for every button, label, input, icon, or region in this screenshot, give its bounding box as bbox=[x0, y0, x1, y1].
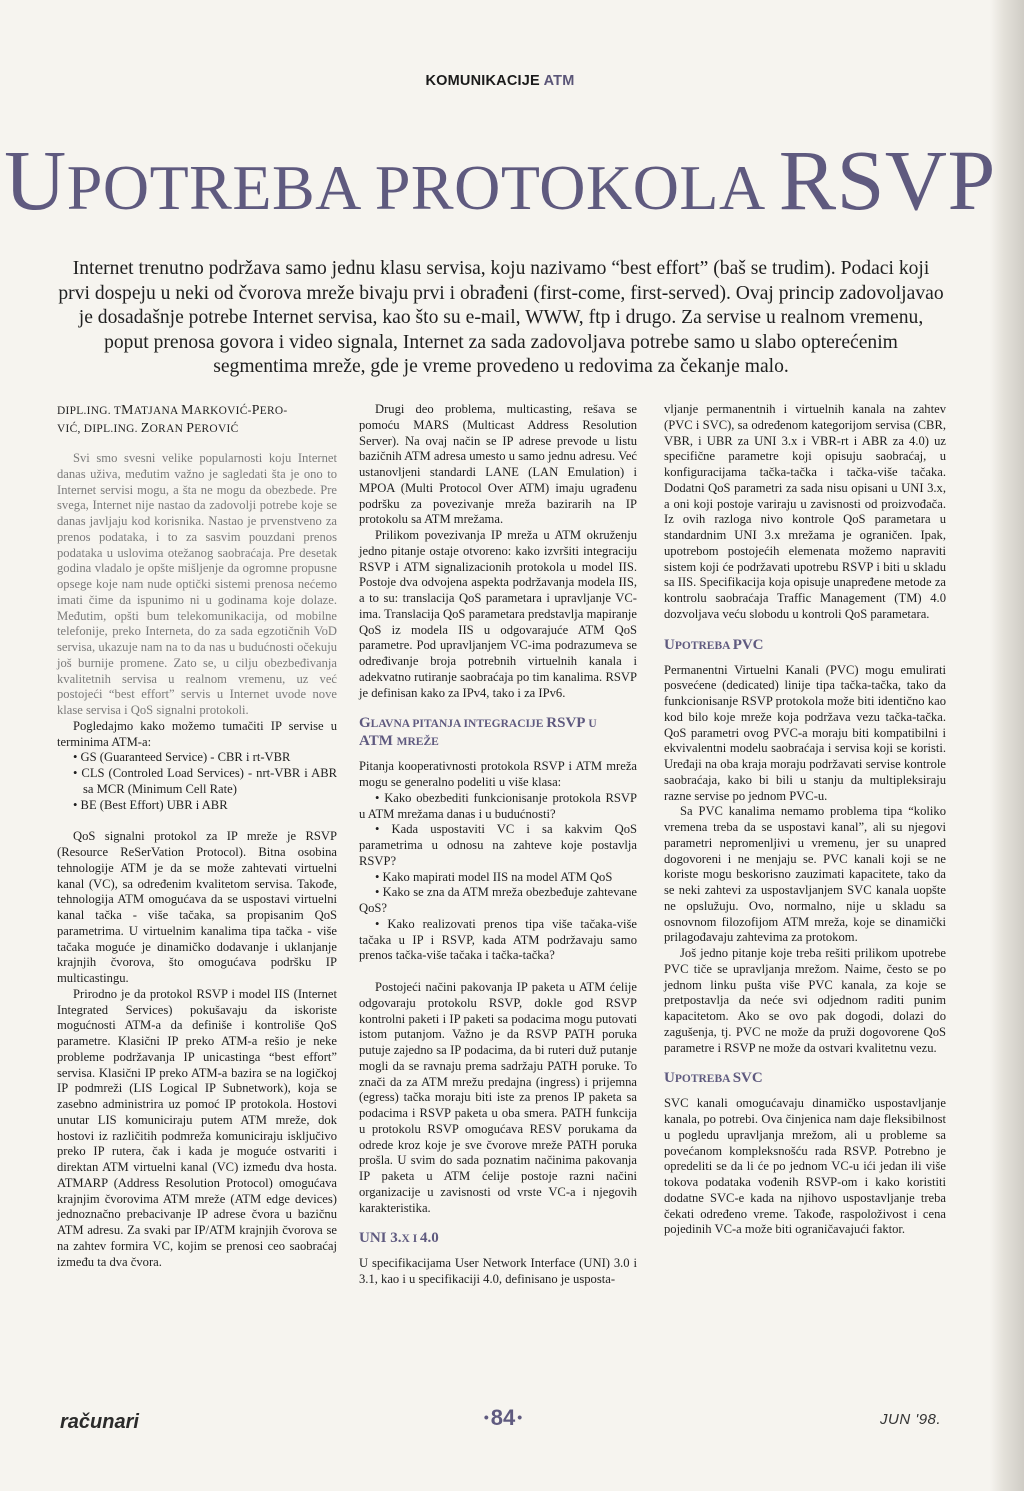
article-title bbox=[0, 132, 1000, 230]
list-item: • GS (Guaranteed Service) - CBR i rt-VBR bbox=[73, 750, 291, 765]
paragraph: vljanje permanentnih i virtuelnih kanala na zahtev (PVC i SVC), sa određenom kategorijom servisa (CBR, VBR, i UBR za UNI 3.x i VBR-rt i ABR za 4.0) uz specifične parametre koji opisuju saobraćaj, u konfiguracijama tačka-tačka i tačka-više tačaka. Dodatni QoS parametri za sada nisu opisani u UNI 3.x, a oni koji postoje variraju u zavisnosti od proizvođača. Iz ovih razloga nivo kontrole QoS parametara u standardnim UNI 3.x mrežama je ograničen. Ipak, upotrebom postojećih elemenata možemo napraviti sistem koji će podržavati upotrebu RSVP i biti u skladu sa IIS. Specifikacija koja opisuje unapređene metode za kontrolu saobraćaja Traffic Management (TM) 4.0 dozvoljava veću slobodu u kontroli QoS parametara. bbox=[664, 402, 946, 621]
subheading-main-questions: GLAVNA PITANJA INTEGRACIJE RSVP U ATM MREŽE bbox=[359, 715, 597, 750]
paragraph: Pogledajmo kako možemo tumačiti IP servise u terminima ATM-a: bbox=[57, 718, 337, 749]
title-acronym: RSVP bbox=[778, 132, 996, 228]
text-column-2 bbox=[359, 402, 637, 1288]
subheading-svc: UPOTREBA SVC bbox=[664, 1070, 763, 1087]
paragraph: Permanentni Virtuelni Kanali (PVC) mogu emulirati posvećene (dedicated) linije tipa tačka-tačka, tako da funkcionisanje RSVP protokola može biti identično kao kod bilo koje mreže koja podržava vezu tačka-tačka. QoS parametri ovog PVC-a moraju biti kompatibilni i ekvivalentni modelu saobraćaja i servisa koji se koristi. Uređaji na oba kraja moraju podržavati servise kontrole saobraćaja, kako bi bili u stanju da multipleksiraju razne servise po jednom PVC-u. bbox=[664, 662, 946, 803]
list-item: • Kako mapirati model IIS na model ATM QoS bbox=[375, 869, 613, 884]
paragraph: Svi smo svesni velike popularnosti koju Internet danas uživa, međutim važno je sagledati šta je ono to Internet servisi mogu, a šta ne mogu da obezbede. Pre svega, Internet nije nastao da zadovolji potrebe koje se danas javljaju kod korisnika. Nastao je prvenstveno za prenos podataka, i to za sasvim pouzdani prenos podataka u uslovima otežanog saobraćaja. Pre desetak godina vladalo je opšte mišljenje da ogromne propusne opsege koje nam nude optički sistemi prenosa nećemo imati čime da ispunimo ni u godinama koje dolaze. Međutim, opšti bum telekomunikacija, od mobilne telefonije, preko Interneta, do za sada egzotičnih VoD servisa, ukazuje nam na to da nas u budućnosti očekuju još burnije promene. Zato se, u cilju obezbeđivanja kvalitetnih servisa u realnom vremenu, uz već postojeći “best effort” servis u Internet uvode nove klase servisa i QoS signalni protokoli. bbox=[57, 451, 337, 717]
paragraph: Još jedno pitanje koje treba rešiti prilikom upotrebe PVC tiče se upravljanja mrežom. Naime, često se po jednom linku pušta više PVC kanala, za koje se pretpostavlja da neće svi odjednom raditi punim kapacitetom. Ako se ovo pak dogodi, dolazi do zagušenja, tj. PVC ne može da pruži dogovorene QoS parametre i RSVP ne može da ostvari kvalitetnu vezu. bbox=[664, 946, 946, 1055]
list-item: • Kako obezbediti funkcionisanje protokola RSVP u ATM mrežama danas i u budućnosti? bbox=[359, 790, 637, 821]
list-item: • CLS (Controled Load Services) - nrt-VBR i ABR sa MCR (Minimum Cell Rate) bbox=[73, 766, 337, 796]
magazine-logo: računari bbox=[60, 1411, 139, 1433]
paragraph: QoS signalni protokol za IP mreže je RSVP (Resource ReSerVation Protocol). Bitna osobina tehnologije ATM je da se može zahtevati virtuelni kanal (VC), sa određenim kvalitetom servisa. Takođe, tehnologija ATM omogućava da se uspostavi virtuelni kanal tačka - više tačaka, sa propisanim QoS parametrima. U virtuelnim kanalima tipa tačka - više tačaka moguće je dinamičko dodavanje i uklanjanje krajnjih čvorova, što omogućava podršku IP multicastingu. bbox=[57, 829, 337, 985]
paragraph: Drugi deo problema, multicasting, rešava se pomoću MARS (Multicast Address Resolution Server). Na ovaj način se IP adrese prevode u listu bazičnih ATM adresa umesto u samo jednu adresu. Već ustanovljeni standardi LANE (LAN Emulation) i MPOA (Multi Protocol Over ATM) imaju ugrađenu podršku za povezivanje mreža bazirarih na IP protokolu sa ATM mrežama. bbox=[359, 402, 637, 527]
title-initial: U bbox=[4, 132, 67, 228]
list-item: • Kako se zna da ATM mreža obezbeđuje zahtevane QoS? bbox=[359, 885, 637, 915]
list-item: • Kada uspostaviti VC i sa kakvim QoS parametrima u odnosu na zahteve koje postavlja RSVP? bbox=[359, 822, 637, 868]
issue-date: JUN '98. bbox=[880, 1411, 942, 1428]
paragraph: SVC kanali omogućavaju dinamičko uspostavljanje kanala, po potrebi. Ova činjenica nam daje fleksibilnost u pogledu upravljanja mrežom, ali u probleme sa povećanom kompleksnošću rada RSVP. Potrebno je opredeliti se da li će po jednom VC-u ići jedan ili više tokova podataka vođenih RSVP-om i kako koristiti dodatne SVC-e kada na njihovo uspostavljanje treba čekati određeno vreme. Takođe, raspoloživost i cena pojedinih VC-a može biti ograničavajući faktor. bbox=[664, 1096, 946, 1237]
subheading-uni: UNI 3.X I 4.0 bbox=[359, 1230, 439, 1247]
paragraph: Prilikom povezivanja IP mreža u ATM okruženju jedno pitanje ostaje otvoreno: kako izvršiti integraciju RSVP i ATM signalizacionih protokola u model IIS. Postoje dva odvojena aspekta podržavanja modela IIS, a to su: translacija QoS parametara i upravljanje VC-ima. Translacija QoS parametara predstavlja mapiranje QoS iz modela IIS u odgovarajuće ATM QoS parametre. Pod upravljanjem VC-ima podrazumeva se određivanje broja potrebnih virtuelnih kanala i adekvatno rutiranje saobraćaja po tim kanalima. RSVP je definisan kako za IPv4, tako i za IPv6. bbox=[359, 528, 637, 700]
paragraph: Sa PVC kanalima nemamo problema tipa “koliko vremena treba da se uspostavi kanal”, ali su njegovi parametri nepromenljivi u vremenu, jer su unapred dogovoreni i ne menjaju se. PVC kanali koji se ne koriste mogu beskorisno zauzimati kapacitete, tako da se neki zahtevi za uspostavljanjem SVC kanala uopšte ne opslužuju. Ovo, normalno, nije u skladu sa osnovnom filozofijom ATM mreža, koje se dinamički prilagođavaju zahtevima za protokom. bbox=[664, 804, 946, 945]
title-rest: POTREBA PROTOKOLA bbox=[66, 152, 779, 223]
section-header-main: KOMUNIKACIJE bbox=[425, 73, 540, 89]
article-lead: Internet trenutno podržava samo jednu klasu servisa, koju nazivamo “best effort” (baš se trudim). Podaci koji prvi dospeju u neki od čvorova mreže bivaju prvi i obrađeni (first-come, first-served). Ovaj princip zadovoljavao je dosadašnje potrebe Internet servisa, kao što su e-mail, WWW, ftp i drugo. Za servise u realnom vremenu, poput prenosa govora i video signala, Internet za sada zadovoljava potrebe samo u slabo opterećenim segmentima mreže, gde je vreme provedeno u redovima za čekanje malo. bbox=[58, 258, 944, 378]
section-header-accent: ATM bbox=[543, 73, 575, 89]
subheading-pvc: UPOTREBA PVC bbox=[664, 636, 764, 653]
paragraph: Prirodno je da protokol RSVP i model IIS (Internet Integrated Services) pokušavaju da iskoriste mogućnosti ATM-a da definiše i kontroliše QoS parametre. Klasični IP preko ATM-a rešio je neke probleme podržavanja IP unicastinga “best effort” servisa. Klasični IP preko ATM-a bazira se na logičkoj IP podmreži (LIS Logical IP Subnetwork), koja se zasebno administrira uz pomoć IP protokola. Hostovi unutar LIS komuniciraju putem ATM mreže, dok hostovi iz različitih podmreža komuniciraju isključivo preko IP rutera, čak i kada je moguće ostvariti i direktan ATM virtuelni kanal (VC) između dva hosta. ATMARP (Address Resolution Protocol) omogućava krajnjim čvorovima ATM mreže (ATM edge devices) jednoznačno prebacivanje IP adrese čvora u bazičnu ATM adresu. Za svaki par IP/ATM krajnjih čvorova se na zahtev formira VC, kojim se prenosi ceo saobraćaj između ta dva čvora. bbox=[57, 986, 337, 1269]
list-item: • Kako realizovati prenos tipa više tačaka-više tačaka u IP i RSVP, kada ATM podržavaju samo prenos tačka-više tačaka i tačka-tačka? bbox=[359, 916, 637, 963]
author-byline: DIPL.ING. TMATJANA MARKOVIĆ-PERO- VIĆ, DIPL.ING. ZORAN PEROVIĆ bbox=[57, 402, 288, 435]
text-column-3 bbox=[664, 402, 946, 1238]
paragraph: Pitanja kooperativnosti protokola RSVP i ATM mreža mogu se generalno podeliti u više klasa: bbox=[359, 759, 637, 789]
section-header bbox=[0, 73, 1000, 89]
text-column-1 bbox=[57, 402, 337, 1270]
paragraph: Postojeći načini pakovanja IP paketa u ATM ćelije odgovaraju protokolu RSVP, dokle god RSVP kontrolni paketi i IP paketi sa podacima mogu putovati istom putanjom. Važno je da RSVP PATH poruka putuje zajedno sa IP podacima, da bi ruteri duž putanje mogli da se ravnaju prema sadržaju PATH poruke. To znači da za ATM mrežu predajna (ingress) i prijemna (egress) tačka moraju biti iste za prenos IP paketa sa podacima i RSVP paketa u oba smera. PATH funkcija u protokolu RSVP omogućava RESV porukama da odrede kroz koje je sve čvorove mreže PATH poruka prošla. U svim do sada poznatim načinima pakovanja IP paketa u ATM ćelije postoje razni načini organizacije u zavisnosti od vrste VC-a i njegovih karakteristika. bbox=[359, 980, 637, 1215]
list-item: • BE (Best Effort) UBR i ABR bbox=[73, 797, 228, 812]
page-number: •84 • bbox=[483, 1405, 523, 1430]
paragraph: U specifikacijama User Network Interface (UNI) 3.0 i 3.1, kao i u specifikaciji 4.0, definisano je usposta- bbox=[359, 1256, 637, 1286]
